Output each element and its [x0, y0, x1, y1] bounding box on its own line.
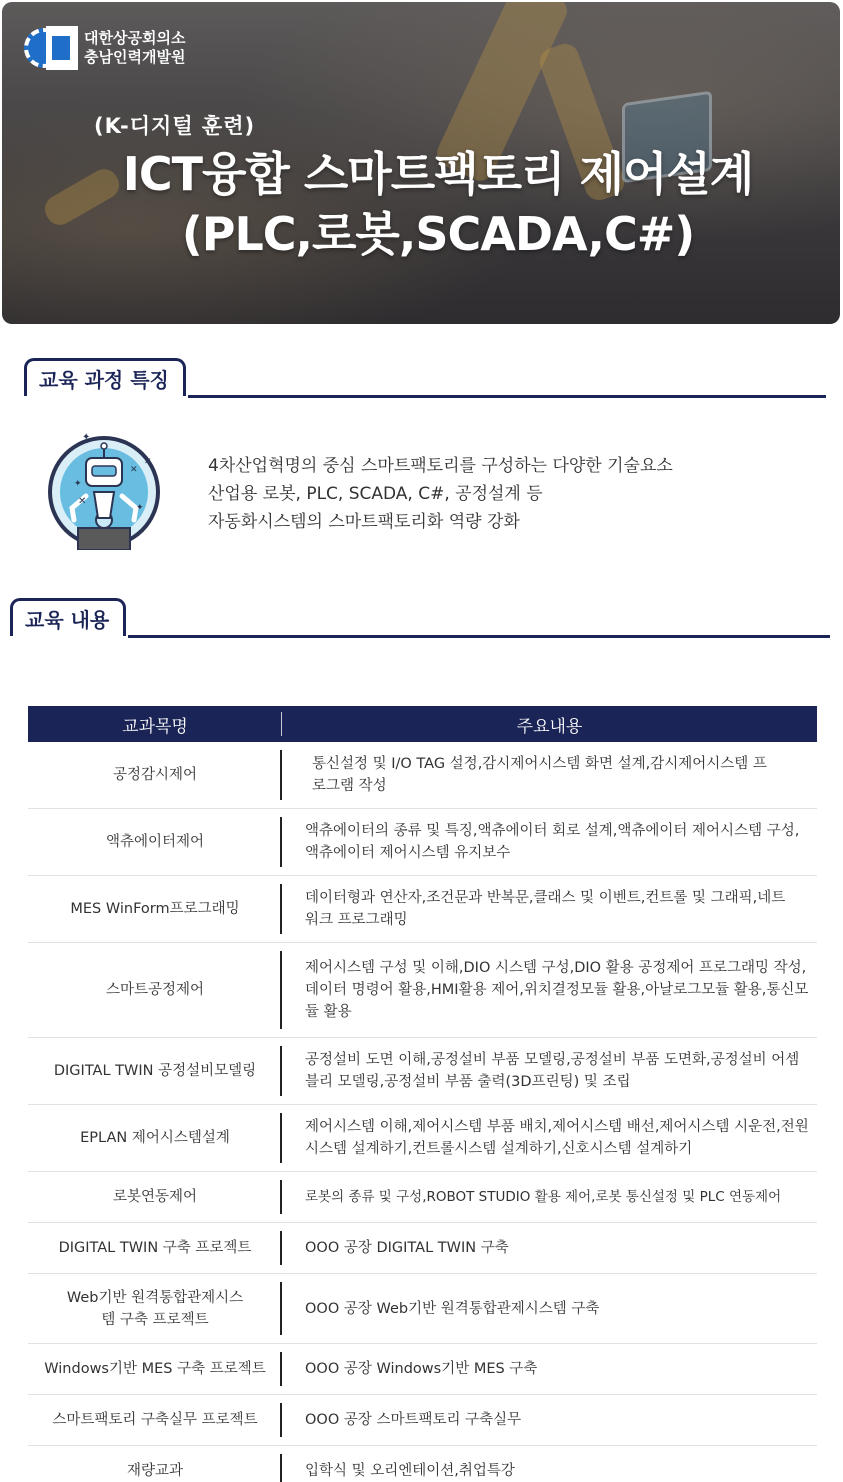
hero-banner: [2, 2, 840, 324]
content-cell: 통신설정 및 I/O TAG 설정,감시제어시스템 화면 설계,감시제어시스템 프로그램 작성: [312, 756, 767, 794]
subject-cell: 스마트공정제어: [28, 943, 282, 1038]
table-row: [28, 1395, 817, 1446]
banner-title-line1: ICT융합 스마트팩토리 제어설계: [122, 147, 754, 201]
robot-icon: [44, 430, 164, 550]
org-logo: [22, 24, 185, 72]
banner-title: [88, 144, 788, 264]
svg-text:✦: ✦: [74, 479, 82, 489]
table-row: [28, 1446, 817, 1482]
content-cell: 데이터형과 연산자,조건문과 반복문,클래스 및 이벤트,컨트롤 및 그래픽,네트워크 프로그래밍: [305, 890, 786, 928]
subject-cell: 재량교과: [28, 1446, 282, 1482]
chamber-logo-icon: [22, 24, 80, 72]
subject-cell: 공정감시제어: [28, 742, 282, 809]
table-row: [28, 943, 817, 1038]
content-cell: 액츄에이터의 종류 및 특징,액츄에이터 회로 설계,액츄에이터 제어시스템 구성,액츄에이터 제어시스템 유지보수: [305, 823, 800, 861]
content-cell: 공정설비 도면 이해,공정설비 부품 모델링,공정설비 부품 도면화,공정설비 어셈블리 모델링,공정설비 부품 출력(3D프린팅) 및 조립: [305, 1052, 800, 1090]
table-row: [28, 1223, 817, 1274]
feature-list: [208, 452, 673, 536]
svg-text:✦: ✦: [82, 432, 91, 443]
subject-cell: EPLAN 제어시스템설계: [28, 1105, 282, 1172]
content-cell: 제어시스템 구성 및 이해,DIO 시스템 구성,DIO 활용 공정제어 프로그래밍 작성,데이터 명령어 활용,HMI활용 제어,위치결정모듈 활용,아날로그모듈 활용,통신모듈 활용: [305, 960, 809, 1020]
content-cell: OOO 공장 Windows기반 MES 구축: [305, 1361, 538, 1377]
section-heading-content: [10, 598, 830, 638]
svg-text:✦: ✦: [136, 503, 144, 513]
banner-subtitle: (K-디지털 훈련): [94, 114, 256, 138]
content-cell: 입학식 및 오리엔테이션,취업특강: [305, 1463, 515, 1480]
content-cell: OOO 공장 Web기반 원격통합관제시스템 구축: [305, 1300, 600, 1317]
subject-cell: DIGITAL TWIN 구축 프로젝트: [28, 1223, 282, 1274]
subject-cell: Windows기반 MES 구축 프로젝트: [28, 1344, 282, 1395]
banner-title-line2: (PLC,로봇,SCADA,C#): [181, 207, 695, 261]
table-row: [28, 742, 817, 809]
org-name-line2: 충남인력개발원: [84, 48, 186, 66]
subject-cell: 액츄에이터제어: [28, 809, 282, 876]
column-header-subject: 교과목명: [28, 706, 282, 742]
section-heading-features: [24, 358, 826, 398]
table-row: [28, 1038, 817, 1105]
table-header-row: [28, 706, 817, 742]
table-row: [28, 1105, 817, 1172]
content-cell: 로봇의 종류 및 구성,ROBOT STUDIO 활용 제어,로봇 통신설정 및 PLC 연동제어: [305, 1189, 782, 1205]
content-cell: 제어시스템 이해,제어시스템 부품 배치,제어시스템 배선,제어시스템 시운전,전원시스템 설계하기,컨트롤시스템 설계하기,신호시스템 설계하기: [305, 1119, 809, 1157]
curriculum-table: [28, 706, 817, 1482]
subject-cell: DIGITAL TWIN 공정설비모델링: [28, 1038, 282, 1105]
table-row: [28, 1344, 817, 1395]
section-heading-features-label: 교육 과정 특징: [24, 358, 186, 396]
content-cell: OOO 공장 DIGITAL TWIN 구축: [305, 1240, 509, 1256]
org-name-line1: 대한상공회의소: [84, 29, 186, 47]
svg-text:✕: ✕: [130, 465, 138, 475]
feature-line: 산업용 로봇, PLC, SCADA, C#, 공정설계 등: [208, 484, 543, 504]
org-name: [84, 29, 185, 67]
table-row: [28, 1274, 817, 1344]
table-row: [28, 1172, 817, 1223]
subject-cell: MES WinForm프로그래밍: [28, 876, 282, 943]
column-header-content: 주요내용: [282, 706, 817, 742]
svg-text:✕: ✕: [144, 457, 152, 467]
section-heading-content-label: 교육 내용: [10, 598, 126, 636]
table-row: [28, 876, 817, 943]
table-row: [28, 809, 817, 876]
section-divider: [188, 395, 826, 398]
feature-line: 4차산업혁명의 중심 스마트팩토리를 구성하는 다양한 기술요소: [208, 456, 673, 476]
content-cell: OOO 공장 스마트팩토리 구축실무: [305, 1412, 522, 1428]
subject-cell: Web기반 원격통합관제시스템 구축 프로젝트: [28, 1274, 282, 1344]
subject-cell: 로봇연동제어: [28, 1172, 282, 1223]
feature-line: 자동화시스템의 스마트팩토리화 역량 강화: [208, 512, 520, 532]
subject-cell: 스마트팩토리 구축실무 프로젝트: [28, 1395, 282, 1446]
section-divider: [128, 635, 830, 638]
svg-text:✕: ✕: [78, 496, 87, 507]
